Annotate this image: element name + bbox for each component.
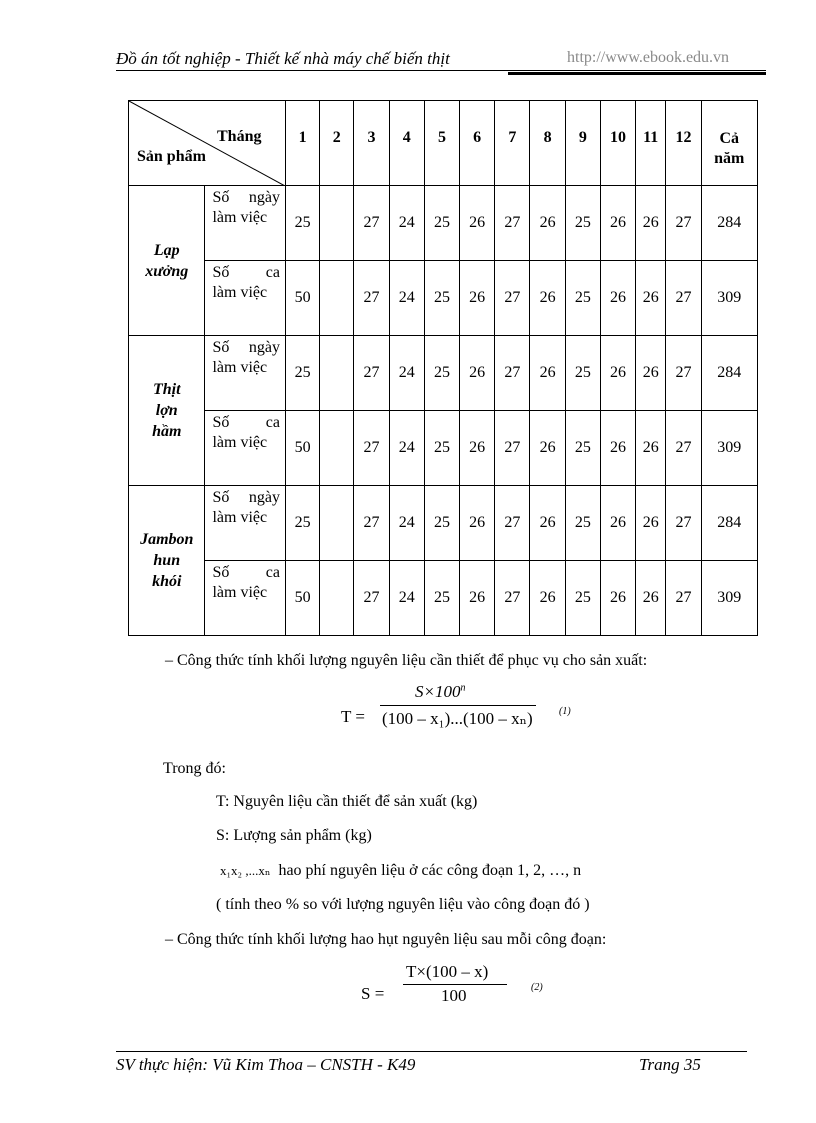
document-header-title: Đồ án tốt nghiệp - Thiết kế nhà máy chế biến thịt [116, 49, 450, 68]
diagonal-line [129, 101, 285, 186]
footer-author: SV thực hiện: Vũ Kim Thoa – CNSTH - K49 [116, 1055, 416, 1074]
working-days-label [205, 336, 286, 411]
annual-total-cell: 284 [701, 486, 757, 561]
label-word: ca [265, 414, 280, 431]
month-value-cell: 25 [424, 561, 459, 636]
product-name-part: hầm [152, 423, 182, 440]
month-value-cell [320, 486, 354, 561]
label-word: làm việc [212, 434, 268, 451]
header-url: http://www.ebook.edu.vn [567, 49, 730, 66]
header-rule [116, 70, 766, 71]
month-value-cell: 27 [666, 186, 701, 261]
month-value-cell: 26 [530, 561, 565, 636]
month-value-cell: 50 [285, 561, 319, 636]
definition-s: S: Lượng sản phẩm (kg) [216, 827, 372, 844]
month-value-cell: 27 [495, 186, 530, 261]
product-name-part: lợn [155, 402, 178, 419]
month-value-cell: 24 [389, 561, 424, 636]
label-word: ca [265, 264, 280, 281]
annual-total-cell: 309 [701, 561, 757, 636]
working-shifts-row [129, 261, 758, 336]
month-value-cell: 26 [530, 411, 565, 486]
work-schedule-table [128, 100, 758, 636]
month-value-cell: 26 [600, 486, 635, 561]
month-value-cell [320, 336, 354, 411]
month-value-cell: 26 [530, 186, 565, 261]
month-header: 8 [530, 101, 565, 186]
label-word: làm việc [212, 209, 268, 226]
product-name-part: Thịt [152, 381, 181, 398]
formula-1-ref: (1) [559, 706, 571, 717]
label-word: làm việc [212, 509, 268, 526]
working-days-label [205, 186, 286, 261]
month-value-cell: 26 [530, 261, 565, 336]
month-value-cell [320, 261, 354, 336]
working-days-row [129, 186, 758, 261]
annual-total-cell: 309 [701, 261, 757, 336]
month-value-cell: 25 [565, 261, 600, 336]
product-name-part: Jambon [140, 531, 194, 548]
label-word: Số [212, 189, 230, 206]
product-name-part: Lạp [153, 241, 180, 259]
label-word: ngày [248, 489, 280, 506]
month-value-cell: 25 [424, 186, 459, 261]
working-days-row [129, 486, 758, 561]
month-value-cell: 25 [565, 186, 600, 261]
month-header: 1 [285, 101, 319, 186]
month-value-cell: 26 [636, 561, 666, 636]
month-value-cell: 24 [389, 336, 424, 411]
bullet-material-formula: – Công thức tính khối lượng nguyên liệu cần thiết để phục vụ cho sản xuất: [165, 652, 648, 669]
month-value-cell: 26 [460, 561, 495, 636]
label-word: Số [212, 489, 230, 506]
month-value-cell: 27 [666, 336, 701, 411]
month-value-cell: 25 [565, 336, 600, 411]
month-header: 12 [666, 101, 701, 186]
month-value-cell: 27 [666, 486, 701, 561]
month-value-cell: 26 [600, 561, 635, 636]
annual-total-cell: 284 [701, 186, 757, 261]
formula-1-denominator: (100 – x₁)...(100 – xₙ) [382, 709, 533, 728]
month-value-cell: 27 [666, 411, 701, 486]
month-value-cell: 26 [636, 411, 666, 486]
header-month-label: Tháng [217, 128, 262, 145]
month-value-cell: 26 [460, 411, 495, 486]
working-days-label [205, 486, 286, 561]
month-value-cell: 26 [636, 336, 666, 411]
label-word: ca [265, 564, 280, 581]
working-shifts-label [205, 411, 286, 486]
month-value-cell: 26 [460, 186, 495, 261]
product-name-cell [129, 186, 205, 336]
working-days-row [129, 336, 758, 411]
month-value-cell: 27 [495, 486, 530, 561]
formula-1-numerator: $S\times 100^n$ [415, 682, 466, 701]
month-value-cell: 25 [285, 186, 319, 261]
label-word: làm việc [212, 284, 268, 301]
month-header: 3 [354, 101, 389, 186]
month-value-cell: 25 [424, 411, 459, 486]
table-header-row [129, 101, 758, 186]
month-value-cell: 27 [495, 336, 530, 411]
month-value-cell: 25 [285, 486, 319, 561]
month-header: 6 [460, 101, 495, 186]
month-value-cell: 27 [354, 486, 389, 561]
footer-page-number: Trang 35 [639, 1055, 701, 1074]
month-value-cell: 26 [530, 486, 565, 561]
month-value-cell: 24 [389, 486, 424, 561]
month-header: 10 [600, 101, 635, 186]
definition-t: T: Nguyên liệu cần thiết để sản xuất (kg) [216, 793, 478, 810]
definition-note: ( tính theo % so với lượng nguyên liệu vào công đoạn đó ) [216, 896, 590, 913]
definition-x-text: hao phí nguyên liệu ở các công đoạn 1, 2, …, n [278, 862, 582, 879]
table-body [129, 186, 758, 636]
month-value-cell: 26 [636, 186, 666, 261]
product-name-cell [129, 486, 205, 636]
month-header: 5 [424, 101, 459, 186]
definition-x [220, 862, 581, 880]
month-value-cell: 26 [600, 336, 635, 411]
footer-rule [116, 1051, 747, 1052]
product-name-part: xưởng [145, 262, 189, 280]
month-header: 4 [389, 101, 424, 186]
month-value-cell: 27 [666, 561, 701, 636]
label-word: Số [212, 564, 230, 581]
month-value-cell: 25 [424, 261, 459, 336]
month-value-cell: 50 [285, 261, 319, 336]
month-value-cell: 27 [354, 411, 389, 486]
month-value-cell [320, 186, 354, 261]
month-value-cell: 26 [600, 186, 635, 261]
header-product-label: Sản phẩm [137, 148, 206, 165]
month-header: 7 [495, 101, 530, 186]
month-value-cell: 27 [495, 561, 530, 636]
formula-2-fraction-bar [403, 984, 507, 985]
working-shifts-label [205, 561, 286, 636]
formula-2-denominator: 100 [441, 986, 467, 1005]
month-value-cell: 24 [389, 186, 424, 261]
working-shifts-row [129, 561, 758, 636]
formula-2-lhs: S = [361, 984, 385, 1003]
product-name-cell [129, 336, 205, 486]
month-value-cell: 25 [424, 336, 459, 411]
month-value-cell: 27 [354, 336, 389, 411]
month-value-cell: 27 [354, 261, 389, 336]
month-value-cell: 25 [285, 336, 319, 411]
month-value-cell: 24 [389, 261, 424, 336]
annual-total-cell: 309 [701, 411, 757, 486]
month-value-cell: 25 [565, 411, 600, 486]
month-value-cell: 26 [636, 486, 666, 561]
header-rule-thick [508, 72, 766, 75]
label-word: Số [212, 339, 230, 356]
month-value-cell: 27 [354, 186, 389, 261]
month-value-cell: 24 [389, 411, 424, 486]
label-word: ngày [248, 189, 280, 206]
label-word: ngày [248, 339, 280, 356]
product-name-part: khói [152, 573, 182, 590]
month-value-cell: 50 [285, 411, 319, 486]
month-value-cell: 25 [424, 486, 459, 561]
month-value-cell: 26 [530, 336, 565, 411]
month-header: 11 [636, 101, 666, 186]
formula-2-numerator: T×(100 – x) [406, 962, 489, 981]
working-shifts-row [129, 411, 758, 486]
diagonal-header-cell [129, 101, 286, 186]
month-value-cell: 27 [495, 261, 530, 336]
month-value-cell [320, 561, 354, 636]
product-name-part: hun [153, 552, 181, 569]
month-value-cell: 26 [460, 486, 495, 561]
bullet-loss-formula: – Công thức tính khối lượng hao hụt nguyên liệu sau mỗi công đoạn: [165, 931, 607, 948]
month-value-cell: 27 [495, 411, 530, 486]
label-word: Số [212, 264, 230, 281]
formula-1-lhs: T = [341, 707, 365, 726]
month-value-cell: 26 [460, 336, 495, 411]
month-value-cell [320, 411, 354, 486]
formula-1-fraction-bar [380, 705, 536, 706]
month-value-cell: 26 [600, 261, 635, 336]
month-header: 2 [320, 101, 354, 186]
month-value-cell: 26 [600, 411, 635, 486]
trong-do-label: Trong đó: [163, 760, 226, 777]
label-word: Số [212, 414, 230, 431]
label-word: làm việc [212, 359, 268, 376]
label-word: làm việc [212, 584, 268, 601]
month-value-cell: 25 [565, 486, 600, 561]
definition-x-vars: x₁x₂ ,...xₙ [220, 863, 271, 878]
working-shifts-label [205, 261, 286, 336]
month-value-cell: 26 [636, 261, 666, 336]
month-value-cell: 27 [354, 561, 389, 636]
month-value-cell: 25 [565, 561, 600, 636]
month-value-cell: 26 [460, 261, 495, 336]
formula-2-ref: (2) [531, 982, 543, 993]
month-value-cell: 27 [666, 261, 701, 336]
annual-total-cell: 284 [701, 336, 757, 411]
month-header: 9 [565, 101, 600, 186]
total-header: Cả năm [701, 101, 757, 186]
